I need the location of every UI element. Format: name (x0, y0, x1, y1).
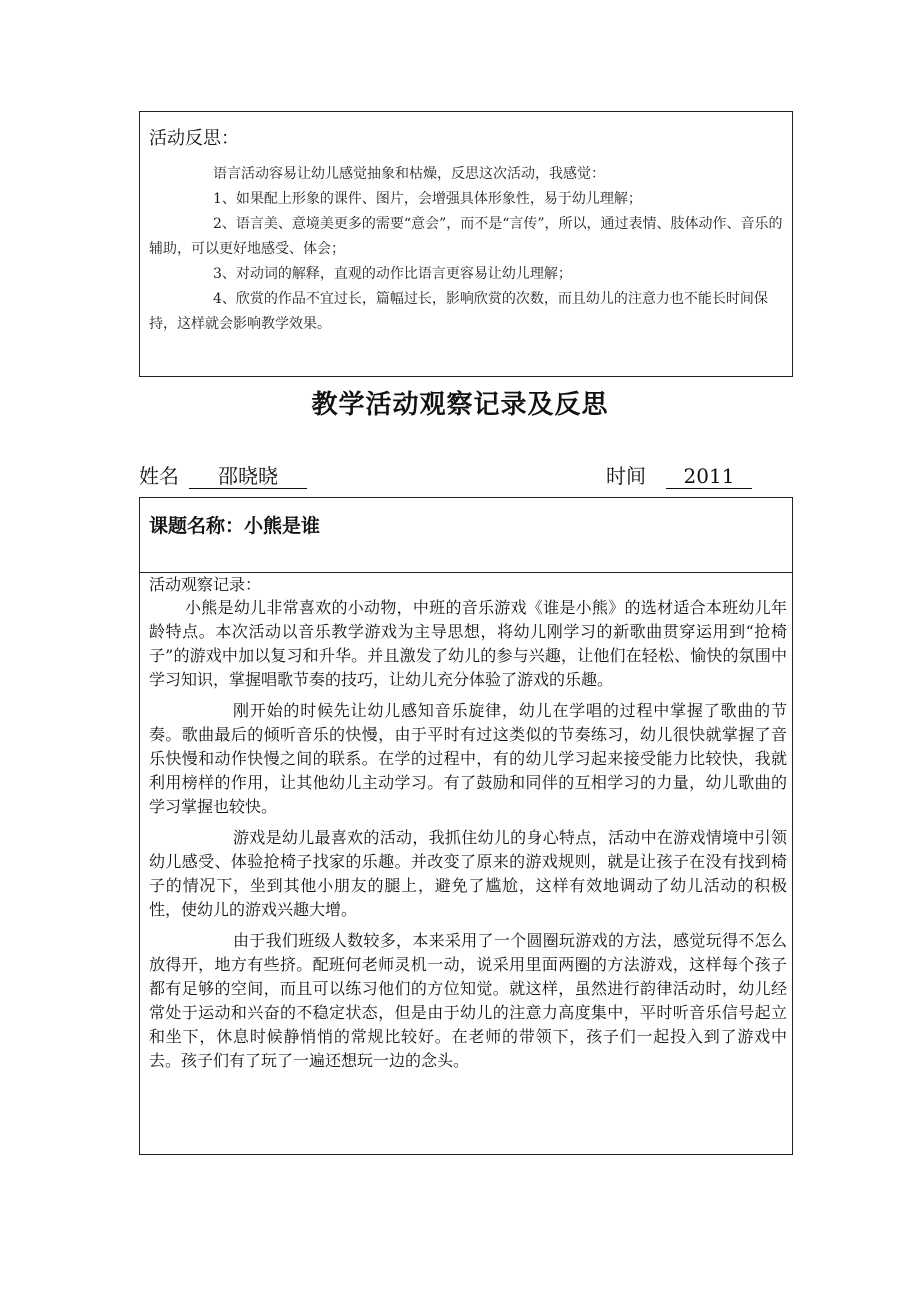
topic-cell (140, 498, 792, 573)
topic-title: 课题名称：小熊是谁 (149, 515, 321, 537)
name-row (139, 460, 307, 489)
record-table (139, 497, 793, 1155)
observation-paragraph: 小熊是幼儿非常喜欢的小动物，中班的音乐游戏《谁是小熊》的选材适合本班幼儿年龄特点。本次活动以音乐教学游戏为主导思想，将幼儿刚学习的新歌曲贯穿运用到“抢椅子”的游戏中加以复习和升华。并且激发了幼儿的参与兴趣，让他们在轻松、愉快的氛围中学习知识，掌握唱歌节奏的技巧，让幼儿充分体验了游戏的乐趣。 (149, 598, 787, 689)
reflection-box (139, 111, 793, 377)
time-value: 2011 (666, 464, 752, 489)
observation-paragraph: 游戏是幼儿最喜欢的活动，我抓住幼儿的身心特点，活动中在游戏情境中引领幼儿感受、体验抢椅子找家的乐趣。并改变了原来的游戏规则，就是让孩子在没有找到椅子的情况下，坐到其他小朋友的腿上，避免了尴尬，这样有效地调动了幼儿活动的积极性，使幼儿的游戏兴趣大增。 (149, 828, 787, 919)
reflection-paragraph: 1、如果配上形象的课件、图片，会增强具体形象性，易于幼儿理解； (213, 191, 642, 207)
reflection-paragraph: 语言活动容易让幼儿感觉抽象和枯燥，反思这次活动，我感觉： (213, 166, 605, 182)
name-value: 邵晓晓 (189, 464, 307, 489)
time-label: 时间 (606, 464, 646, 488)
time-row (606, 460, 752, 489)
observation-cell (149, 574, 787, 1080)
reflection-paragraph: 2、语言美、意境美更多的需要“意会”，而不是“言传”，所以，通过表情、肢体动作、音乐的辅助，可以更好地感受、体会； (149, 216, 783, 257)
reflection-paragraph: 4、欣赏的作品不宜过长，篇幅过长，影响欣赏的次数，而且幼儿的注意力也不能长时间保持，这样就会影响教学效果。 (149, 291, 768, 332)
observation-heading: 活动观察记录： (149, 575, 262, 594)
reflection-body (149, 162, 783, 337)
reflection-paragraph: 3、对动词的解释，直观的动作比语言更容易让幼儿理解； (213, 266, 572, 282)
observation-paragraph: 由于我们班级人数较多，本来采用了一个圆圈玩游戏的方法，感觉玩得不怎么放得开，地方有些挤。配班何老师灵机一动，说采用里面两圈的方法游戏，这样每个孩子都有足够的空间，而且可以练习他们的方位知觉。就这样，虽然进行韵律活动时，幼儿经常处于运动和兴奋的不稳定状态，但是由于幼儿的注意力高度集中，平时听音乐信号起立和坐下，休息时候静悄悄的常规比较好。在老师的带领下，孩子们一起投入到了游戏中去。孩子们有了玩了一遍还想玩一边的念头。 (149, 931, 787, 1070)
page-title: 教学活动观察记录及反思 (311, 390, 609, 420)
reflection-heading: 活动反思： (149, 128, 239, 149)
name-label: 姓名 (139, 464, 179, 488)
observation-paragraph: 刚开始的时候先让幼儿感知音乐旋律，幼儿在学唱的过程中掌握了歌曲的节奏。歌曲最后的倾听音乐的快慢，由于平时有过这类似的节奏练习，幼儿很快就掌握了音乐快慢和动作快慢之间的联系。在学的过程中，有的幼儿学习起来接受能力比较快，我就利用榜样的作用，让其他幼儿主动学习。有了鼓励和同伴的互相学习的力量，幼儿歌曲的学习掌握也较快。 (149, 701, 787, 816)
